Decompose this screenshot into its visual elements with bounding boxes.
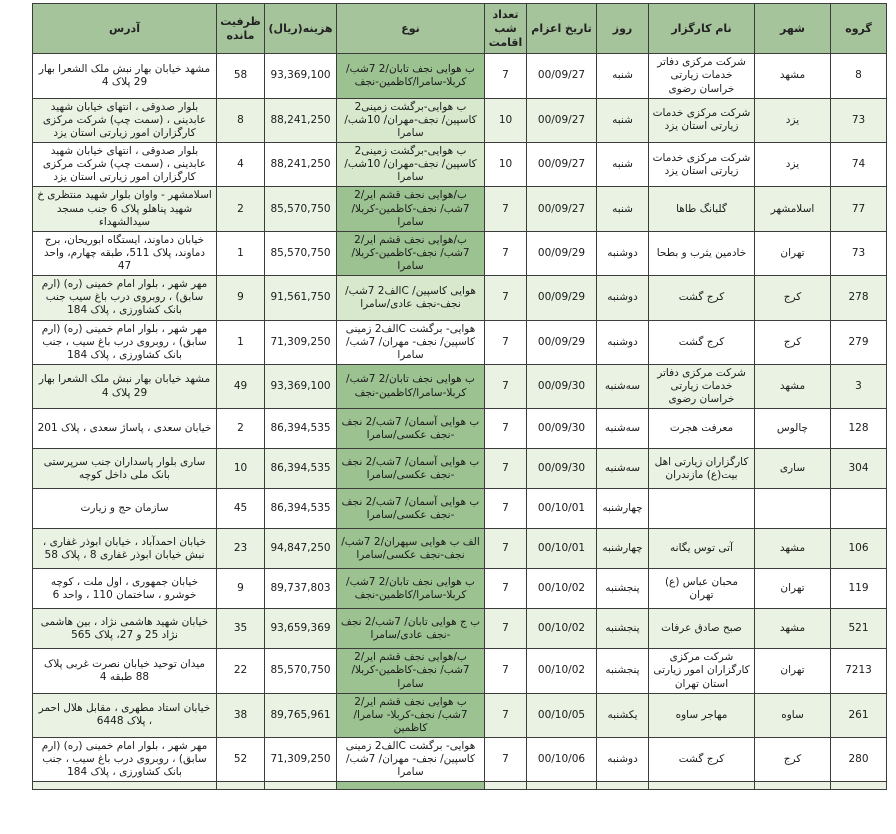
cell-date: 00/09/27 [527, 98, 597, 142]
cell-nights: 7 [485, 693, 527, 737]
cell-nights: 7 [485, 529, 527, 569]
cell-agent: محبان عباس (ع) تهران [649, 569, 755, 609]
cell-address: میدان توحید خیابان نصرت غربی پلاک 88 طبقه 4 [33, 649, 217, 693]
cell-type: ب/هوایی نجف قشم ایر/2 7شب/ نجف-کاظمین-کربلا/ سامرا [337, 649, 485, 693]
cell-capacity: 9 [217, 276, 265, 320]
cell-day: سه‌شنبه [597, 409, 649, 449]
cell-group [831, 782, 887, 790]
cell-group: 74 [831, 143, 887, 187]
tour-row [33, 738, 887, 782]
cell-agent: آتی توس یگانه [649, 529, 755, 569]
tour-row [33, 364, 887, 408]
cell-date: 00/09/27 [527, 143, 597, 187]
col-header-city: شهر [755, 4, 831, 54]
cell-nights: 7 [485, 320, 527, 364]
cell-date: 00/09/27 [527, 187, 597, 231]
cell-group: 280 [831, 738, 887, 782]
cell-capacity: 9 [217, 569, 265, 609]
cell-address: مشهد خیابان بهار نبش ملک الشعرا بهار 29 پلاک 4 [33, 364, 217, 408]
cell-address: اسلامشهر - واوان بلوار شهید منتظری خ شهید پناهلو پلاک 6 جنب مسجد سیدالشهداء [33, 187, 217, 231]
cell-date: 00/10/06 [527, 738, 597, 782]
cell-type: ب هوایی آسمان/ 7شب/2 نجف -نجف عکسی/سامرا [337, 409, 485, 449]
cell-group: 278 [831, 276, 887, 320]
cell-type: ب/هوایی نجف قشم ایر/2 7شب/ نجف-کاظمین-کربلا/ سامرا [337, 231, 485, 275]
tours-table [32, 3, 887, 790]
col-header-agent: نام کارگزار [649, 4, 755, 54]
cell-group: 73 [831, 98, 887, 142]
cell-address: خیابان استاد مطهری ، مقابل هلال احمر ، پلاک 6448 [33, 693, 217, 737]
cell-nights: 7 [485, 489, 527, 529]
cell-cost: 86,394,535 [265, 449, 337, 489]
tour-row [33, 187, 887, 231]
tour-row [33, 449, 887, 489]
cell-group: 7213 [831, 649, 887, 693]
tour-row [33, 320, 887, 364]
cell-city: تهران [755, 231, 831, 275]
col-header-cost: هزینه(ریال) [265, 4, 337, 54]
cell-type: ب/هوایی نجف قشم ایر/2 7شب/ نجف-کاظمین-کربلا/ سامرا [337, 187, 485, 231]
cell-group: 521 [831, 609, 887, 649]
cell-day: دوشنبه [597, 738, 649, 782]
col-header-date: تاریخ اعزام [527, 4, 597, 54]
cell-cost: 86,394,535 [265, 489, 337, 529]
cell-address: خیابان شهید هاشمی نژاد ، بین هاشمی نژاد 25 و 27، پلاک 565 [33, 609, 217, 649]
cell-capacity: 58 [217, 54, 265, 98]
cell-capacity: 1 [217, 320, 265, 364]
cell-agent: مهاجر ساوه [649, 693, 755, 737]
cell-city: مشهد [755, 364, 831, 408]
cell-group: 106 [831, 529, 887, 569]
tour-row [33, 693, 887, 737]
cell-capacity: 1 [217, 231, 265, 275]
cell-group [831, 489, 887, 529]
cell-date [527, 782, 597, 790]
cell-capacity: 35 [217, 609, 265, 649]
cell-city: کرج [755, 738, 831, 782]
cell-address: خیابان احمدآباد ، خیابان ابوذر غفاری ، نبش خیابان ابوذر غفاری 8 ، پلاک 58 [33, 529, 217, 569]
cell-agent: خادمین یثرب و بطحا [649, 231, 755, 275]
cell-date: 00/09/30 [527, 364, 597, 408]
cell-type: ب هوایی نجف تابان/2 7شب/ کربلا-سامرا/کاظمین-نجف [337, 54, 485, 98]
cell-group: 119 [831, 569, 887, 609]
cell-day: پنجشنبه [597, 609, 649, 649]
cell-agent: کرج گشت [649, 320, 755, 364]
tour-row [33, 529, 887, 569]
cell-day: شنبه [597, 143, 649, 187]
tour-row [33, 143, 887, 187]
cell-cost: 89,737,803 [265, 569, 337, 609]
cell-date: 00/09/29 [527, 276, 597, 320]
cell-date: 00/10/02 [527, 569, 597, 609]
cell-date: 00/09/27 [527, 54, 597, 98]
cell-day: دوشنبه [597, 276, 649, 320]
cell-cost [265, 782, 337, 790]
cell-cost: 94,847,250 [265, 529, 337, 569]
cell-type: الف ب هوایی سپهران/2 7شب/ نجف-نجف عکسی/سامرا [337, 529, 485, 569]
cell-address: ساری بلوار پاسداران جنب سرپرستی بانک ملی داخل کوچه [33, 449, 217, 489]
cell-city: کرج [755, 276, 831, 320]
cell-day [597, 782, 649, 790]
cell-agent: معرفت هجرت [649, 409, 755, 449]
cell-agent [649, 489, 755, 529]
cell-capacity: 45 [217, 489, 265, 529]
cell-address: خیابان سعدی ، پاساژ سعدی ، پلاک 201 [33, 409, 217, 449]
cell-cost: 93,369,100 [265, 54, 337, 98]
cell-address: مهر شهر ، بلوار امام خمینی (ره) (ارم سابق) ، روبروی درب باغ سیب ، جنب بانک کشاورزی ، پلاک 184 [33, 320, 217, 364]
cell-day: دوشنبه [597, 320, 649, 364]
cell-capacity: 10 [217, 449, 265, 489]
col-header-day: روز [597, 4, 649, 54]
cell-nights: 7 [485, 54, 527, 98]
cell-date: 00/10/01 [527, 489, 597, 529]
cell-agent: صبح صادق عرفات [649, 609, 755, 649]
cell-agent: کرج گشت [649, 276, 755, 320]
cell-group: 128 [831, 409, 887, 449]
cell-day: سه‌شنبه [597, 364, 649, 408]
cell-date: 00/09/29 [527, 320, 597, 364]
cell-address: مهر شهر ، بلوار امام خمینی (ره) (ارم سابق) ، روبروی درب باغ سیب جنب بانک کشاورزی ، پلاک 184 [33, 276, 217, 320]
cell-agent: شرکت مرکزی دفاتر خدمات زیارتی خراسان رضوی [649, 54, 755, 98]
cell-date: 00/10/02 [527, 609, 597, 649]
col-header-capacity: ظرفیت مانده [217, 4, 265, 54]
header-row [33, 4, 887, 54]
cell-capacity [217, 782, 265, 790]
cell-agent: گلبانگ طاها [649, 187, 755, 231]
tour-row [33, 609, 887, 649]
cell-capacity: 22 [217, 649, 265, 693]
cell-cost: 86,394,535 [265, 409, 337, 449]
cell-agent: شرکت مرکزی دفاتر خدمات زیارتی خراسان رضوی [649, 364, 755, 408]
cell-day: یکشنبه [597, 693, 649, 737]
cell-nights: 7 [485, 187, 527, 231]
cell-city: تهران [755, 569, 831, 609]
cell-agent: شرکت مرکزی خدمات زیارتی استان یزد [649, 143, 755, 187]
cell-agent: کارگزاران زیارتی اهل بیت(ع) مازندران [649, 449, 755, 489]
cell-nights: 7 [485, 364, 527, 408]
cell-address: بلوار صدوقی ، انتهای خیابان شهید عابدینی ، (سمت چپ) شرکت مرکزی کارگزاران امور زیارتی استان یزد [33, 98, 217, 142]
cell-date: 00/10/02 [527, 649, 597, 693]
cell-city [755, 489, 831, 529]
cell-nights: 7 [485, 569, 527, 609]
tour-row [33, 231, 887, 275]
cell-cost: 91,561,750 [265, 276, 337, 320]
cell-type: ب هوایی آسمان/ 7شب/2 نجف -نجف عکسی/سامرا [337, 449, 485, 489]
cell-city: یزد [755, 143, 831, 187]
cell-group: 77 [831, 187, 887, 231]
cell-date: 00/09/30 [527, 409, 597, 449]
cell-day: پنجشنبه [597, 649, 649, 693]
tour-row [33, 569, 887, 609]
cell-nights: 7 [485, 231, 527, 275]
tour-row [33, 649, 887, 693]
cell-cost: 88,241,250 [265, 143, 337, 187]
cell-address: سازمان حج و زیارت [33, 489, 217, 529]
tours-table-body [33, 54, 887, 790]
tours-report-page [0, 3, 896, 834]
cell-city: ساری [755, 449, 831, 489]
cell-date: 00/10/01 [527, 529, 597, 569]
cell-type: ب هوایی نجف تابان/2 7شب/ کربلا-سامرا/کاظمین-نجف [337, 364, 485, 408]
cell-day: شنبه [597, 98, 649, 142]
tour-row [33, 409, 887, 449]
tour-row [33, 54, 887, 98]
cell-address: خیابان دماوند، ایستگاه ابوریحان، برج دماوند، پلاک 511، طبقه چهارم، واحد 47 [33, 231, 217, 275]
cell-agent: کرج گشت [649, 738, 755, 782]
cell-cost: 85,570,750 [265, 187, 337, 231]
cell-capacity: 23 [217, 529, 265, 569]
cell-group: 304 [831, 449, 887, 489]
cell-date: 00/09/30 [527, 449, 597, 489]
cell-cost: 89,765,961 [265, 693, 337, 737]
cell-city: مشهد [755, 54, 831, 98]
cell-day: سه‌شنبه [597, 449, 649, 489]
cell-type: هوایی- برگشت Cالف2 زمینی کاسپین/ نجف- مهران/ 7شب/ سامرا [337, 320, 485, 364]
cell-type [337, 782, 485, 790]
cell-cost: 85,570,750 [265, 231, 337, 275]
cell-cost: 93,659,369 [265, 609, 337, 649]
cell-capacity: 38 [217, 693, 265, 737]
cell-day: چهارشنبه [597, 529, 649, 569]
tour-row [33, 98, 887, 142]
cell-group: 279 [831, 320, 887, 364]
cell-nights: 7 [485, 649, 527, 693]
cell-date: 00/09/29 [527, 231, 597, 275]
col-header-address: آدرس [33, 4, 217, 54]
cell-type: هوایی- برگشت Cالف2 زمینی کاسپین/ نجف- مهران/ 7شب/ سامرا [337, 738, 485, 782]
cell-cost: 71,309,250 [265, 738, 337, 782]
cell-capacity: 8 [217, 98, 265, 142]
cell-agent: شرکت مرکزی کارگزاران امور زیارتی استان تهران [649, 649, 755, 693]
col-header-group: گروه [831, 4, 887, 54]
cell-cost: 93,369,100 [265, 364, 337, 408]
cell-group: 73 [831, 231, 887, 275]
cell-city: یزد [755, 98, 831, 142]
cell-capacity: 52 [217, 738, 265, 782]
cell-day: شنبه [597, 54, 649, 98]
tour-row [33, 782, 887, 790]
cell-date: 00/10/05 [527, 693, 597, 737]
cell-nights: 7 [485, 609, 527, 649]
cell-capacity: 2 [217, 187, 265, 231]
cell-agent [649, 782, 755, 790]
cell-capacity: 4 [217, 143, 265, 187]
cell-city: ساوه [755, 693, 831, 737]
cell-capacity: 2 [217, 409, 265, 449]
cell-address: خیابان جمهوری ، اول ملت ، کوچه خوشرو ، ساختمان 110 ، واحد 6 [33, 569, 217, 609]
cell-city [755, 782, 831, 790]
cell-nights: 10 [485, 143, 527, 187]
cell-address: بلوار صدوقی ، انتهای خیابان شهید عابدینی ، (سمت چپ) شرکت مرکزی کارگزاران امور زیارتی استان یزد [33, 143, 217, 187]
cell-day: پنجشنبه [597, 569, 649, 609]
cell-type: ب هوایی-برگشت زمینی2 کاسپین/ نجف-مهران/ 10شب/سامرا [337, 98, 485, 142]
cell-day: چهارشنبه [597, 489, 649, 529]
cell-group: 261 [831, 693, 887, 737]
cell-city: چالوس [755, 409, 831, 449]
cell-type: ب هوایی نجف تابان/2 7شب/ کربلا-سامرا/کاظمین-نجف [337, 569, 485, 609]
cell-address: مشهد خیابان بهار نبش ملک الشعرا بهار 29 پلاک 4 [33, 54, 217, 98]
cell-group: 8 [831, 54, 887, 98]
cell-city: اسلامشهر [755, 187, 831, 231]
cell-city: مشهد [755, 609, 831, 649]
cell-type: هوایی کاسپین/ Cالف2 7شب/ نجف-نجف عادی/سامرا [337, 276, 485, 320]
cell-city: تهران [755, 649, 831, 693]
cell-group: 3 [831, 364, 887, 408]
tour-row [33, 276, 887, 320]
cell-nights [485, 782, 527, 790]
cell-city: مشهد [755, 529, 831, 569]
cell-type: ب ج هوایی تابان/ 7شب/2 نجف -نجف عادی/سامرا [337, 609, 485, 649]
cell-nights: 7 [485, 276, 527, 320]
cell-cost: 85,570,750 [265, 649, 337, 693]
cell-cost: 88,241,250 [265, 98, 337, 142]
cell-address: مهر شهر ، بلوار امام خمینی (ره) (ارم سابق) ، روبروی درب باغ سیب ، جنب بانک کشاورزی ، پلاک 184 [33, 738, 217, 782]
cell-type: ب هوایی آسمان/ 7شب/2 نجف -نجف عکسی/سامرا [337, 489, 485, 529]
cell-nights: 7 [485, 738, 527, 782]
cell-cost: 71,309,250 [265, 320, 337, 364]
col-header-type: نوع [337, 4, 485, 54]
cell-city: کرج [755, 320, 831, 364]
cell-type: ب هوایی نجف قشم ایر/2 7شب/ نجف-کربلا- سامرا/کاظمین [337, 693, 485, 737]
cell-nights: 7 [485, 449, 527, 489]
cell-day: دوشنبه [597, 231, 649, 275]
cell-day: شنبه [597, 187, 649, 231]
cell-nights: 7 [485, 409, 527, 449]
cell-address [33, 782, 217, 790]
cell-agent: شرکت مرکزی خدمات زیارتی استان یزد [649, 98, 755, 142]
cell-type: ب هوایی-برگشت زمینی2 کاسپین/ نجف-مهران/ 10شب/سامرا [337, 143, 485, 187]
cell-capacity: 49 [217, 364, 265, 408]
cell-nights: 10 [485, 98, 527, 142]
col-header-nights: تعداد شب اقامت [485, 4, 527, 54]
tour-row [33, 489, 887, 529]
